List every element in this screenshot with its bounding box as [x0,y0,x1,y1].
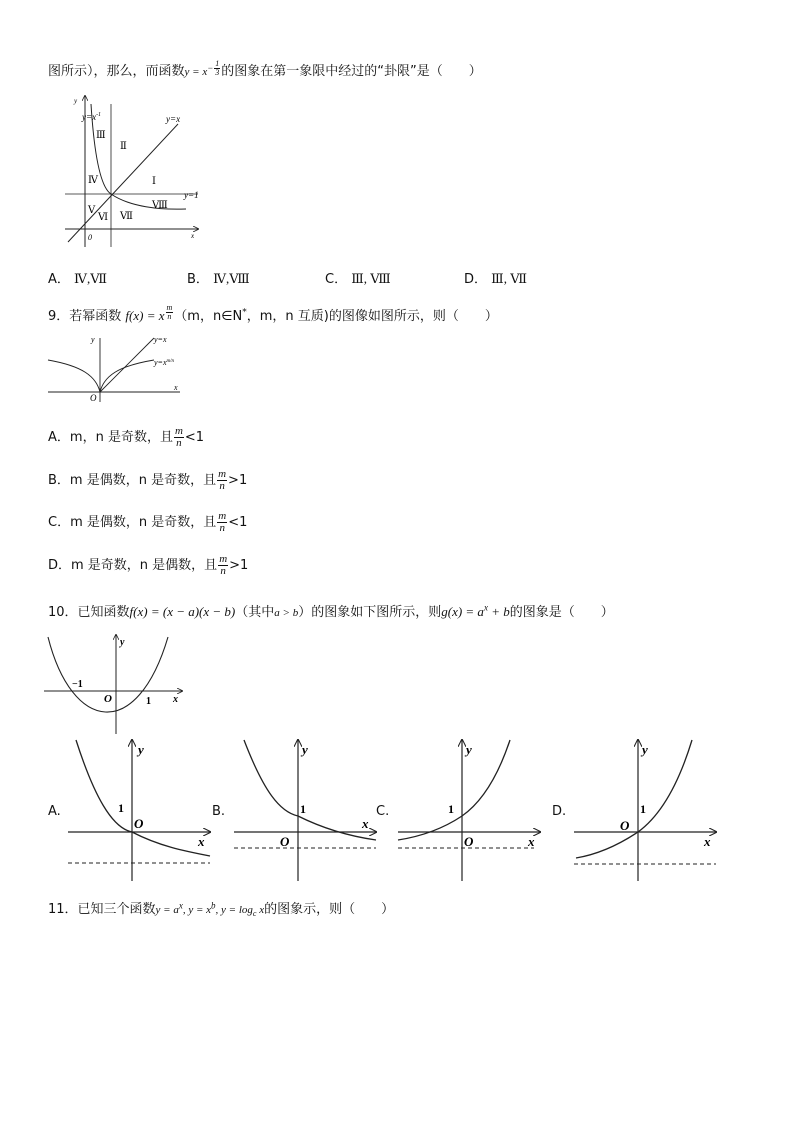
q9-axis-y-label: y [91,335,95,344]
q10-b-y-label: y [302,742,308,757]
q9-option-a-rel: <1 [184,430,205,445]
q8-option-d[interactable] [464,268,527,287]
q10-a-curve [76,740,210,856]
q10-c-x-label: x [528,834,535,849]
q10-c-origin: O [464,834,474,849]
q10-origin: O [104,693,112,705]
q8-option-c[interactable] [325,268,391,287]
q10-c-curve [398,740,510,840]
q9-option-a-letter: A． [48,430,70,445]
q10-axis-y-label: y [120,637,125,648]
q9-option-d-den: n [220,565,226,577]
q9-stem [48,304,498,324]
q10-d-one: 1 [640,802,646,816]
q10-c-one: 1 [448,802,454,816]
q8-option-c-letter: C． [325,272,348,287]
q10-d-y-label: y [642,742,648,757]
q11-number: 11．已知三个函数 [48,902,156,917]
q10-g-sup: x [483,602,488,613]
q9-func [125,303,174,323]
q9-option-d-num: m [219,553,228,565]
q10-d-origin: O [620,818,630,833]
q10-option-b-graph[interactable] [230,736,380,882]
q10-a-y-label: y [138,742,144,757]
q8-region-3: Ⅲ [96,130,106,141]
q8-option-a-letter: A． [48,272,70,287]
q11-func2: , y = x [182,904,212,916]
q9-number: 9．若幂函数 [48,308,122,324]
q10-figure [42,632,188,736]
q10-b-one: 1 [300,802,306,816]
q10-a-one: 1 [118,801,124,815]
q8-region-4: Ⅳ [88,175,98,186]
q8-axis-x-label: x [191,232,195,240]
q8-option-c-text: Ⅲ, Ⅷ [351,271,391,286]
q10-b-x-label: x [362,816,369,831]
q8-func-exponent [207,59,221,77]
q9-option-b-frac [217,469,227,492]
q10-tick-1: 1 [146,696,151,707]
q10-option-c-letter[interactable]: C. [376,804,390,819]
q8-exp-num: 1 [215,59,220,68]
q10-stem [48,601,614,620]
q11-func3-sub: c [252,909,257,919]
q9-option-d-pre: m 是奇数，n 是偶数，且 [71,558,218,573]
q9-option-b-rel: >1 [228,473,248,488]
q9-option-c-rel: <1 [228,515,248,530]
q10-tick-neg1: −1 [72,679,83,690]
q10-option-d-graph[interactable] [570,736,720,882]
q8-region-6: Ⅵ [98,212,109,223]
q10-g-func [441,604,509,619]
q10-a-origin: O [134,816,144,831]
q8-region-7: Ⅶ [120,211,133,222]
q8-figure [60,92,210,248]
q8-region-8: Ⅷ [152,200,168,211]
q9-func-base: f(x) = x [125,307,165,323]
q8-option-d-letter: D． [464,272,488,287]
q8-option-b[interactable] [187,268,250,287]
q9-line-yx [100,338,154,392]
q11-funcs [155,900,265,919]
q10-option-c-graph[interactable] [394,736,544,882]
q8-func [184,59,222,79]
q9-option-c-letter: C． [48,515,71,530]
q9-option-a-frac [174,426,184,449]
q8-region-2: Ⅱ [120,141,127,152]
q9-func-exp [165,303,175,321]
q9-option-d[interactable] [48,554,248,577]
q8-region-1: Ⅰ [152,176,156,187]
q9-exp-den: n [167,312,172,321]
q11-func3-tail: x [256,904,265,916]
q9-option-c-pre: m 是偶数，n 是奇数，且 [70,515,217,530]
q8-option-b-letter: B． [187,272,209,287]
q8-origin: 0 [88,233,92,242]
q8-label-y1: y=1 [184,190,199,200]
q8-label-yxinv: $y=x^{-1}$ [82,112,102,122]
q9-option-a[interactable] [48,426,204,449]
q8-stem-before: 图所示），那么，而函数 [48,64,185,80]
q10-cond-math: a > b [274,607,299,619]
q10-option-d-letter[interactable]: D. [552,804,567,819]
q8-option-a[interactable] [48,268,107,287]
q9-exp-num: m [166,303,173,312]
q10-b-curve [244,740,376,840]
q9-option-b-num: m [218,468,227,480]
q10-c-y-label: y [466,742,472,757]
q9-option-d-letter: D． [48,558,72,573]
q8-label-yx: y=x [166,114,181,124]
q8-exp-fraction [214,60,220,77]
q10-a-x-label: x [198,834,205,849]
q9-option-c-frac [217,511,227,534]
q9-option-a-den: n [176,437,182,449]
q10-number: 10．已知函数 [48,605,130,620]
q9-option-b-pre: m 是偶数，n 是奇数，且 [69,473,217,488]
q11-func3: , y = log [215,904,253,916]
q9-origin: O [90,393,97,403]
q9-cond: （m，n∈N [174,308,243,324]
q9-option-c-den: n [219,522,225,534]
q11-func2-sup: b [211,900,216,911]
q9-option-d-frac [218,554,228,577]
q8-exp-den: 3 [215,68,220,77]
q9-label-power: $y=x^{m/n}$ [154,358,174,367]
q8-region-5: Ⅴ [88,205,96,216]
q9-option-b-den: n [219,480,225,492]
q10-cond-end: ）的图象如下图所示，则 [298,605,442,620]
q11-stem [48,898,394,918]
q10-d-curve [576,740,692,858]
q8-stem-after: 的图象在第一象限中经过的“卦限”是（ ） [221,64,482,80]
q10-g-base: g(x) = a [441,604,484,619]
q10-d-x-label: x [704,834,711,849]
q8-exp-sign: − [207,62,214,73]
q9-exp-fraction [166,304,174,321]
q9-figure [46,332,186,404]
q8-stem [48,60,482,79]
q9-curve-left [48,360,100,392]
q9-option-c[interactable] [48,511,247,534]
q9-label-yx: y=x [154,335,167,344]
q10-stem-end: 的图象是（ ） [509,605,614,620]
q11-func1-sup: x [178,900,183,911]
q10-cond: （其中 [235,605,275,620]
q8-func-base: y = x [184,66,208,79]
q9-option-b-letter: B． [48,473,70,488]
q8-option-a-text: Ⅳ,Ⅶ [74,271,108,286]
q8-axis-y-label: y [74,97,78,105]
q9-option-a-num: m [174,425,183,437]
q10-g-rest: + b [487,604,510,619]
q9-axis-x-label: x [174,383,178,392]
q9-option-c-num: m [218,510,227,522]
q10-axis-x-label: x [173,694,178,705]
q9-option-a-pre: m，n 是奇数，且 [69,430,173,445]
q9-cond-sup: * [242,307,247,318]
q8-option-d-text: Ⅲ, Ⅶ [491,271,527,286]
q9-cond-rest: ，m，n 互质)的图像如图所示，则（ ） [246,308,498,324]
q10-option-a-graph[interactable] [64,736,214,882]
q11-func1: y = a [155,904,179,916]
q10-func: f(x) = (x − a)(x − b) [129,604,236,619]
q10-b-origin: O [280,834,290,849]
q11-stem-end: 的图象示，则（ ） [264,902,395,917]
q10-option-a-letter[interactable]: A. [48,804,61,819]
q10-option-b-letter[interactable]: B. [212,804,226,819]
q9-option-b[interactable] [48,469,247,492]
q8-option-b-text: Ⅳ,Ⅷ [213,271,250,286]
q9-option-d-rel: >1 [229,558,249,573]
